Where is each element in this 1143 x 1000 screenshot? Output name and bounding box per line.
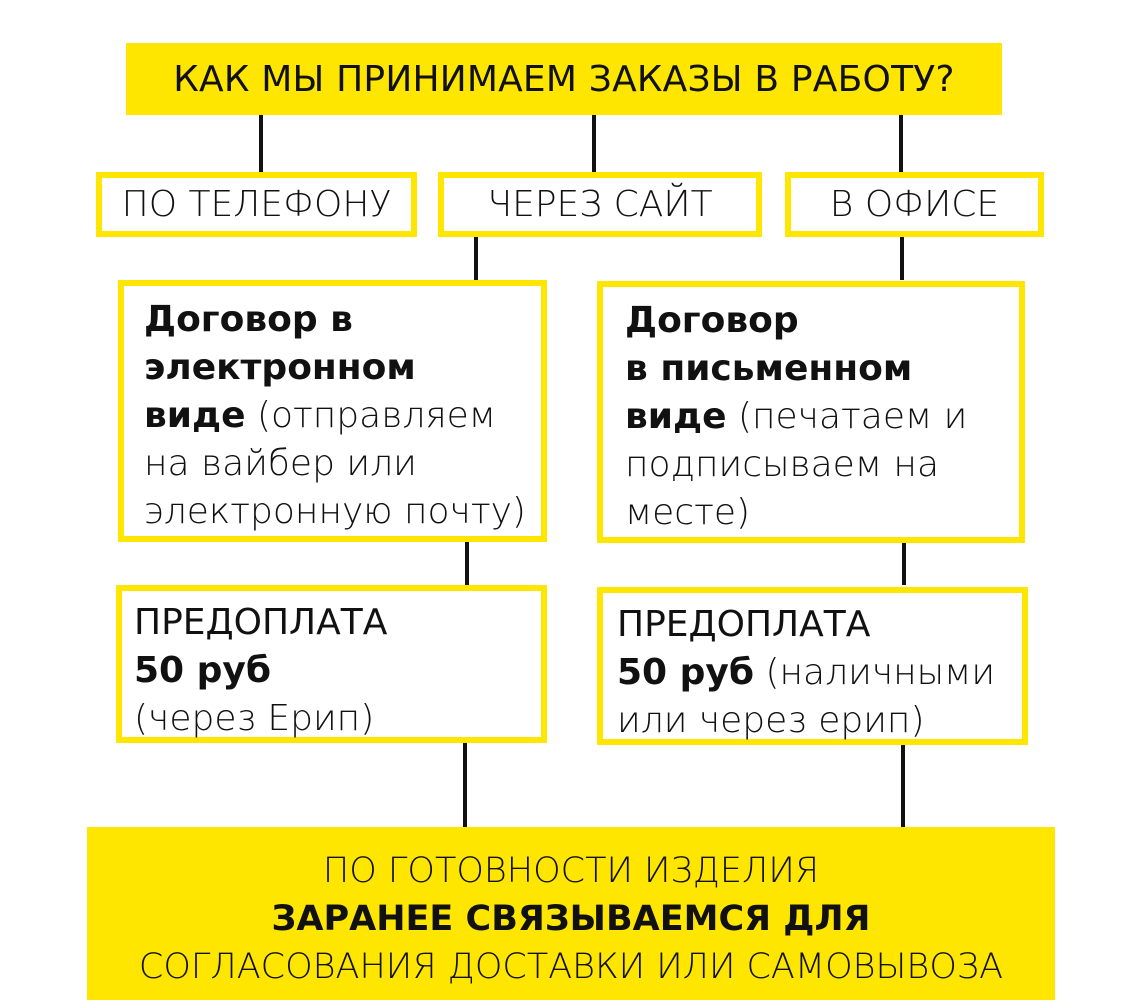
prepay-right-line2-bold: 50 руб — [617, 652, 755, 693]
connector-title-site — [592, 115, 596, 172]
diagram-title-text: КАК МЫ ПРИНИМАЕМ ЗАКАЗЫ В РАБОТУ? — [173, 58, 955, 100]
channel-phone — [96, 172, 417, 237]
contract-written-line1: Договор — [625, 300, 799, 341]
channel-site-label: ЧЕРЕЗ САЙТ — [487, 184, 713, 225]
connector-title-phone — [259, 115, 263, 172]
prepay-right-box — [597, 587, 1028, 745]
contract-written-box — [597, 281, 1025, 543]
channel-phone-label: ПО ТЕЛЕФОНУ — [121, 184, 392, 225]
contract-electronic-line4: на вайбер или — [144, 443, 417, 484]
connector-written-prepay — [902, 541, 906, 585]
contract-electronic-line1: Договор в — [144, 299, 353, 340]
contract-electronic-line2: электронном — [144, 347, 416, 388]
prepay-right-line1: ПРЕДОПЛАТА — [617, 604, 871, 645]
contract-electronic-line5: электронную почту) — [144, 491, 526, 532]
prepay-left-line1: ПРЕДОПЛАТА — [134, 602, 388, 643]
contract-electronic-line3-rest: (отправляем — [245, 395, 496, 436]
connector-prepay-left-final — [463, 742, 467, 828]
diagram-title — [126, 43, 1002, 115]
connector-title-office — [899, 115, 903, 172]
channel-office-label: В ОФИСЕ — [829, 184, 1000, 225]
prepay-right-line2-rest: (наличными — [754, 652, 996, 693]
channel-office — [785, 172, 1044, 237]
contract-written-line3-rest: (печатаем и — [726, 396, 968, 437]
connector-site-electronic — [474, 236, 478, 280]
final-line3: СОГЛАСОВАНИЯ ДОСТАВКИ ИЛИ САМОВЫВОЗА — [138, 947, 1004, 987]
prepay-left-line3: (через Ерип) — [134, 698, 375, 739]
prepay-right-line3: или через ерип) — [617, 700, 925, 741]
connector-electronic-prepay — [465, 541, 469, 585]
contract-written-line3-bold: виде — [625, 396, 727, 437]
final-step-box — [87, 827, 1055, 1000]
contract-electronic-box — [118, 280, 547, 542]
prepay-left-line2: 50 руб — [134, 650, 272, 691]
contract-electronic-line3-bold: виде — [144, 395, 246, 436]
final-line2: ЗАРАНЕЕ СВЯЗЫВАЕМСЯ ДЛЯ — [271, 899, 871, 939]
channel-site — [438, 172, 762, 237]
contract-written-line5: месте) — [625, 492, 751, 533]
connector-office-written — [900, 236, 904, 280]
final-line1: ПО ГОТОВНОСТИ ИЗДЕЛИЯ — [322, 851, 820, 891]
prepay-left-box — [116, 585, 547, 743]
connector-prepay-right-final — [901, 742, 905, 828]
contract-written-line2: в письменном — [625, 348, 913, 389]
contract-written-line4: подписываем на — [625, 444, 940, 485]
